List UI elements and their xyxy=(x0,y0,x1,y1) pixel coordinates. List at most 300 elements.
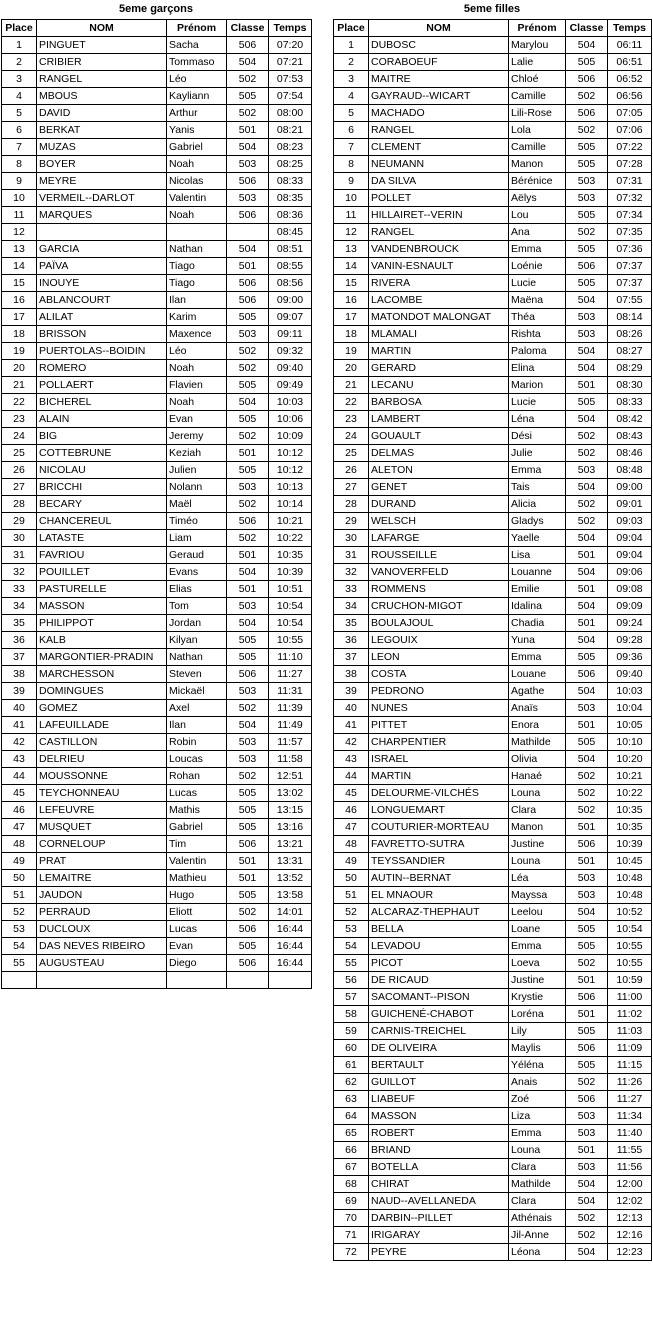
cell-place: 52 xyxy=(334,904,369,921)
boys-table-body xyxy=(2,37,312,989)
table-row xyxy=(334,972,652,989)
cell-place: 53 xyxy=(2,921,37,938)
cell-prenom: Rishta xyxy=(509,326,566,343)
cell-nom: CRUCHON-MIGOT xyxy=(369,598,509,615)
cell-place: 35 xyxy=(2,615,37,632)
cell-place: 61 xyxy=(334,1057,369,1074)
cell-nom: BERTAULT xyxy=(369,1057,509,1074)
table-row xyxy=(334,666,652,683)
cell-prenom: Ilan xyxy=(167,717,227,734)
cell-nom: DE OLIVEIRA xyxy=(369,1040,509,1057)
cell-temps: 10:35 xyxy=(269,547,312,564)
cell-classe: 502 xyxy=(227,343,269,360)
cell-classe: 506 xyxy=(227,275,269,292)
cell-nom: VERMEIL--DARLOT xyxy=(37,190,167,207)
cell-place: 13 xyxy=(2,241,37,258)
cell-temps: 11:56 xyxy=(608,1159,652,1176)
cell-nom: MUZAS xyxy=(37,139,167,156)
cell-temps: 07:06 xyxy=(608,122,652,139)
cell-temps: 11:27 xyxy=(608,1091,652,1108)
cell-prenom: Nolann xyxy=(167,479,227,496)
cell-prenom: Noah xyxy=(167,207,227,224)
table-row xyxy=(2,37,312,54)
cell-classe: 501 xyxy=(566,581,608,598)
cell-classe: 502 xyxy=(227,530,269,547)
cell-place: 15 xyxy=(334,275,369,292)
table-row xyxy=(334,802,652,819)
cell-temps: 09:49 xyxy=(269,377,312,394)
cell-prenom: Lisa xyxy=(509,547,566,564)
cell-classe: 503 xyxy=(227,751,269,768)
cell-place: 48 xyxy=(334,836,369,853)
cell-classe: 501 xyxy=(227,258,269,275)
cell-nom: BOTELLA xyxy=(369,1159,509,1176)
table-row xyxy=(334,1091,652,1108)
table-row xyxy=(2,547,312,564)
cell-classe: 506 xyxy=(227,836,269,853)
cell-prenom: Geraud xyxy=(167,547,227,564)
cell-nom: CRIBIER xyxy=(37,54,167,71)
cell-classe: 502 xyxy=(566,768,608,785)
cell-place: 35 xyxy=(334,615,369,632)
table-row xyxy=(334,530,652,547)
cell-prenom: Ilan xyxy=(167,292,227,309)
cell-classe: 502 xyxy=(227,768,269,785)
cell-place: 9 xyxy=(334,173,369,190)
cell-temps: 08:25 xyxy=(269,156,312,173)
cell-temps: 16:44 xyxy=(269,938,312,955)
cell-place: 51 xyxy=(334,887,369,904)
girls-header-row xyxy=(334,20,652,37)
cell-prenom: Tiago xyxy=(167,258,227,275)
cell-prenom: Marion xyxy=(509,377,566,394)
table-row xyxy=(334,496,652,513)
table-row xyxy=(334,309,652,326)
cell-nom: GERARD xyxy=(369,360,509,377)
cell-place: 17 xyxy=(2,309,37,326)
cell-place: 8 xyxy=(334,156,369,173)
column-header-classe: Classe xyxy=(227,20,269,37)
cell-temps: 08:30 xyxy=(608,377,652,394)
cell-prenom: Nathan xyxy=(167,649,227,666)
cell-temps: 10:55 xyxy=(608,938,652,955)
cell-nom: NUNES xyxy=(369,700,509,717)
cell-place: 58 xyxy=(334,1006,369,1023)
table-row xyxy=(334,853,652,870)
cell-nom: PICOT xyxy=(369,955,509,972)
cell-nom: LECANU xyxy=(369,377,509,394)
cell-place: 30 xyxy=(334,530,369,547)
cell-classe: 505 xyxy=(566,1057,608,1074)
cell-place: 41 xyxy=(2,717,37,734)
cell-temps: 10:13 xyxy=(269,479,312,496)
cell-prenom: Tiago xyxy=(167,275,227,292)
table-row xyxy=(334,615,652,632)
cell-place: 4 xyxy=(334,88,369,105)
cell-prenom: Liam xyxy=(167,530,227,547)
cell-temps: 10:59 xyxy=(608,972,652,989)
table-row xyxy=(334,870,652,887)
cell-place: 29 xyxy=(2,513,37,530)
cell-nom: COUTURIER-MORTEAU xyxy=(369,819,509,836)
cell-nom: GOMEZ xyxy=(37,700,167,717)
table-row xyxy=(334,377,652,394)
cell-prenom: Nathan xyxy=(167,241,227,258)
cell-classe: 503 xyxy=(227,734,269,751)
cell-nom: BRISSON xyxy=(37,326,167,343)
cell-place: 20 xyxy=(334,360,369,377)
table-row xyxy=(334,785,652,802)
table-row xyxy=(2,734,312,751)
cell-place: 64 xyxy=(334,1108,369,1125)
cell-temps: 11:10 xyxy=(269,649,312,666)
table-row xyxy=(2,496,312,513)
table-row xyxy=(334,275,652,292)
cell-place: 22 xyxy=(2,394,37,411)
cell-temps: 10:12 xyxy=(269,445,312,462)
cell-temps: 11:55 xyxy=(608,1142,652,1159)
cell-prenom: Chloé xyxy=(509,71,566,88)
cell-nom: DAVID xyxy=(37,105,167,122)
cell-temps: 09:04 xyxy=(608,530,652,547)
cell-prenom: Lucas xyxy=(167,921,227,938)
cell-prenom: Leelou xyxy=(509,904,566,921)
cell-classe: 501 xyxy=(566,1142,608,1159)
table-row xyxy=(2,190,312,207)
cell-nom: MBOUS xyxy=(37,88,167,105)
cell-prenom: Léo xyxy=(167,71,227,88)
cell-nom: LEON xyxy=(369,649,509,666)
cell-place: 21 xyxy=(2,377,37,394)
table-row xyxy=(334,734,652,751)
cell-prenom: Loucas xyxy=(167,751,227,768)
cell-nom: VANIN-ESNAULT xyxy=(369,258,509,275)
cell-prenom: Arthur xyxy=(167,105,227,122)
cell-nom: MARCHESSON xyxy=(37,666,167,683)
table-row xyxy=(2,88,312,105)
cell-nom: LAFARGE xyxy=(369,530,509,547)
cell-nom: LEMAITRE xyxy=(37,870,167,887)
table-row xyxy=(2,632,312,649)
cell-temps: 06:56 xyxy=(608,88,652,105)
cell-classe: 504 xyxy=(566,564,608,581)
cell-prenom: Valentin xyxy=(167,190,227,207)
table-row xyxy=(334,632,652,649)
cell-prenom: Enora xyxy=(509,717,566,734)
cell-classe: 503 xyxy=(566,887,608,904)
cell-temps: 11:40 xyxy=(608,1125,652,1142)
cell-classe: 503 xyxy=(227,156,269,173)
cell-classe: 504 xyxy=(566,598,608,615)
cell-nom: INOUYE xyxy=(37,275,167,292)
cell-nom: MASSON xyxy=(369,1108,509,1125)
cell-temps: 09:01 xyxy=(608,496,652,513)
cell-temps: 08:43 xyxy=(608,428,652,445)
cell-place: 19 xyxy=(2,343,37,360)
cell-prenom: Lili-Rose xyxy=(509,105,566,122)
table-row xyxy=(2,428,312,445)
cell-prenom: Lola xyxy=(509,122,566,139)
table-row xyxy=(334,122,652,139)
table-row xyxy=(334,71,652,88)
cell-nom: DELRIEU xyxy=(37,751,167,768)
cell-temps: 10:21 xyxy=(269,513,312,530)
cell-place: 10 xyxy=(334,190,369,207)
table-row xyxy=(334,1193,652,1210)
cell-classe: 504 xyxy=(227,394,269,411)
cell-prenom: Olivia xyxy=(509,751,566,768)
cell-prenom: Mathieu xyxy=(167,870,227,887)
cell-prenom: Aëlys xyxy=(509,190,566,207)
cell-temps: 10:22 xyxy=(608,785,652,802)
cell-prenom: Louna xyxy=(509,1142,566,1159)
table-row xyxy=(2,326,312,343)
cell-place: 50 xyxy=(334,870,369,887)
cell-place: 3 xyxy=(334,71,369,88)
cell-nom: COSTA xyxy=(369,666,509,683)
cell-classe: 501 xyxy=(566,615,608,632)
cell-place: 27 xyxy=(334,479,369,496)
cell-temps: 16:44 xyxy=(269,955,312,972)
cell-classe: 504 xyxy=(566,343,608,360)
cell-temps: 10:12 xyxy=(269,462,312,479)
cell-nom: ROMERO xyxy=(37,360,167,377)
table-row xyxy=(2,802,312,819)
cell-temps: 09:28 xyxy=(608,632,652,649)
cell-nom: MATONDOT MALONGAT xyxy=(369,309,509,326)
cell-place: 16 xyxy=(2,292,37,309)
table-row xyxy=(2,666,312,683)
cell-nom: POUILLET xyxy=(37,564,167,581)
cell-classe: 503 xyxy=(566,326,608,343)
cell-nom: GENET xyxy=(369,479,509,496)
cell-prenom: Camille xyxy=(509,88,566,105)
cell-classe: 503 xyxy=(227,326,269,343)
cell-classe: 503 xyxy=(566,1108,608,1125)
cell-nom: DA SILVA xyxy=(369,173,509,190)
cell-classe: 506 xyxy=(566,105,608,122)
cell-temps: 10:55 xyxy=(269,632,312,649)
cell-temps: 10:14 xyxy=(269,496,312,513)
cell-temps: 07:05 xyxy=(608,105,652,122)
cell-place: 30 xyxy=(2,530,37,547)
cell-place: 19 xyxy=(334,343,369,360)
girls-table-body xyxy=(334,37,652,1261)
cell-classe: 505 xyxy=(227,887,269,904)
cell-temps: 08:29 xyxy=(608,360,652,377)
table-row xyxy=(2,309,312,326)
cell-nom: ALETON xyxy=(369,462,509,479)
cell-temps: 11:57 xyxy=(269,734,312,751)
cell-classe: 505 xyxy=(227,377,269,394)
cell-classe: 505 xyxy=(566,394,608,411)
cell-temps: 10:03 xyxy=(269,394,312,411)
cell-classe: 504 xyxy=(227,615,269,632)
cell-place: 47 xyxy=(334,819,369,836)
table-row xyxy=(334,649,652,666)
cell-prenom: Nicolas xyxy=(167,173,227,190)
cell-temps: 09:24 xyxy=(608,615,652,632)
cell-nom: LONGUEMART xyxy=(369,802,509,819)
cell-temps: 08:55 xyxy=(269,258,312,275)
cell-classe: 503 xyxy=(227,479,269,496)
cell-place: 57 xyxy=(334,989,369,1006)
cell-place: 26 xyxy=(334,462,369,479)
cell-classe: 505 xyxy=(566,921,608,938)
cell-place: 2 xyxy=(2,54,37,71)
cell-classe: 506 xyxy=(227,921,269,938)
cell-place: 27 xyxy=(2,479,37,496)
cell-nom: MARQUES xyxy=(37,207,167,224)
table-row xyxy=(334,989,652,1006)
cell-nom: GARCIA xyxy=(37,241,167,258)
cell-prenom: Diego xyxy=(167,955,227,972)
cell-prenom: Ana xyxy=(509,224,566,241)
table-row xyxy=(334,955,652,972)
cell-temps: 11:00 xyxy=(608,989,652,1006)
cell-prenom: Evan xyxy=(167,411,227,428)
cell-classe: 502 xyxy=(227,496,269,513)
cell-place: 16 xyxy=(334,292,369,309)
cell-temps: 10:39 xyxy=(608,836,652,853)
cell-place: 15 xyxy=(2,275,37,292)
cell-classe: 505 xyxy=(227,309,269,326)
cell-prenom: Liza xyxy=(509,1108,566,1125)
cell-nom: CHARPENTIER xyxy=(369,734,509,751)
cell-prenom xyxy=(167,224,227,241)
cell-prenom: Maxence xyxy=(167,326,227,343)
cell-prenom: Hanaé xyxy=(509,768,566,785)
cell-temps: 07:36 xyxy=(608,241,652,258)
cell-classe: 501 xyxy=(227,853,269,870)
cell-classe: 504 xyxy=(566,1176,608,1193)
cell-place: 2 xyxy=(334,54,369,71)
cell-temps: 13:31 xyxy=(269,853,312,870)
cell-temps: 09:36 xyxy=(608,649,652,666)
cell-nom: CHIRAT xyxy=(369,1176,509,1193)
cell-classe: 502 xyxy=(566,1227,608,1244)
table-row xyxy=(334,1040,652,1057)
cell-nom: DARBIN--PILLET xyxy=(369,1210,509,1227)
cell-prenom: Elias xyxy=(167,581,227,598)
cell-place: 47 xyxy=(2,819,37,836)
cell-prenom: Robin xyxy=(167,734,227,751)
girls-table-title: 5eme filles xyxy=(463,3,521,15)
cell-place: 65 xyxy=(334,1125,369,1142)
cell-place: 36 xyxy=(2,632,37,649)
cell-classe: 505 xyxy=(227,819,269,836)
cell-classe: 501 xyxy=(227,445,269,462)
cell-nom: IRIGARAY xyxy=(369,1227,509,1244)
table-row xyxy=(2,904,312,921)
cell-place: 20 xyxy=(2,360,37,377)
cell-temps: 13:21 xyxy=(269,836,312,853)
cell-place: 6 xyxy=(2,122,37,139)
girls-results-panel xyxy=(333,0,651,1261)
cell-nom: PUERTOLAS--BOIDIN xyxy=(37,343,167,360)
girls-results-table xyxy=(333,19,652,1261)
cell-temps: 09:40 xyxy=(269,360,312,377)
cell-classe: 504 xyxy=(566,632,608,649)
table-row xyxy=(334,581,652,598)
cell-temps: 10:48 xyxy=(608,887,652,904)
table-row xyxy=(2,887,312,904)
cell-place: 22 xyxy=(334,394,369,411)
cell-place: 26 xyxy=(2,462,37,479)
cell-prenom: Julie xyxy=(509,445,566,462)
table-row xyxy=(2,377,312,394)
cell-classe: 503 xyxy=(227,683,269,700)
cell-classe: 504 xyxy=(566,360,608,377)
table-row xyxy=(2,275,312,292)
cell-classe: 501 xyxy=(227,122,269,139)
cell-temps: 09:04 xyxy=(608,547,652,564)
cell-nom: PEYRE xyxy=(369,1244,509,1261)
cell-classe: 504 xyxy=(566,37,608,54)
cell-nom: BELLA xyxy=(369,921,509,938)
cell-place: 72 xyxy=(334,1244,369,1261)
cell-nom: DE RICAUD xyxy=(369,972,509,989)
cell-temps: 08:00 xyxy=(269,105,312,122)
table-row xyxy=(2,530,312,547)
cell-place: 49 xyxy=(334,853,369,870)
table-row xyxy=(334,343,652,360)
table-row xyxy=(2,785,312,802)
cell-place: 44 xyxy=(334,768,369,785)
cell-nom: JAUDON xyxy=(37,887,167,904)
table-row xyxy=(334,207,652,224)
cell-prenom: Louanne xyxy=(509,564,566,581)
cell-place: 34 xyxy=(334,598,369,615)
cell-prenom: Mickaël xyxy=(167,683,227,700)
column-header-nom: NOM xyxy=(37,20,167,37)
table-row xyxy=(2,649,312,666)
cell-classe: 504 xyxy=(566,530,608,547)
cell-prenom: Théa xyxy=(509,309,566,326)
cell-classe: 506 xyxy=(227,37,269,54)
column-header-prenom: Prénom xyxy=(509,20,566,37)
cell-place: 25 xyxy=(334,445,369,462)
table-row xyxy=(2,700,312,717)
table-row xyxy=(334,904,652,921)
table-row xyxy=(334,292,652,309)
cell-place: 66 xyxy=(334,1142,369,1159)
cell-prenom: Emma xyxy=(509,462,566,479)
cell-prenom: Mathis xyxy=(167,802,227,819)
cell-place: 49 xyxy=(2,853,37,870)
table-row xyxy=(2,173,312,190)
cell-nom: MEYRE xyxy=(37,173,167,190)
cell-temps: 10:45 xyxy=(608,853,652,870)
table-row xyxy=(2,105,312,122)
cell-place: 24 xyxy=(2,428,37,445)
cell-place: 29 xyxy=(334,513,369,530)
cell-classe: 501 xyxy=(566,853,608,870)
cell-place: 62 xyxy=(334,1074,369,1091)
cell-classe: 504 xyxy=(227,54,269,71)
cell-temps: 10:35 xyxy=(608,819,652,836)
cell-place: 41 xyxy=(334,717,369,734)
cell-prenom: Eliott xyxy=(167,904,227,921)
cell-place: 38 xyxy=(2,666,37,683)
cell-nom: DUCLOUX xyxy=(37,921,167,938)
cell-place: 14 xyxy=(2,258,37,275)
cell-classe: 502 xyxy=(227,428,269,445)
cell-temps: 09:00 xyxy=(269,292,312,309)
cell-classe: 501 xyxy=(566,1006,608,1023)
cell-classe: 504 xyxy=(566,751,608,768)
cell-prenom: Louane xyxy=(509,666,566,683)
